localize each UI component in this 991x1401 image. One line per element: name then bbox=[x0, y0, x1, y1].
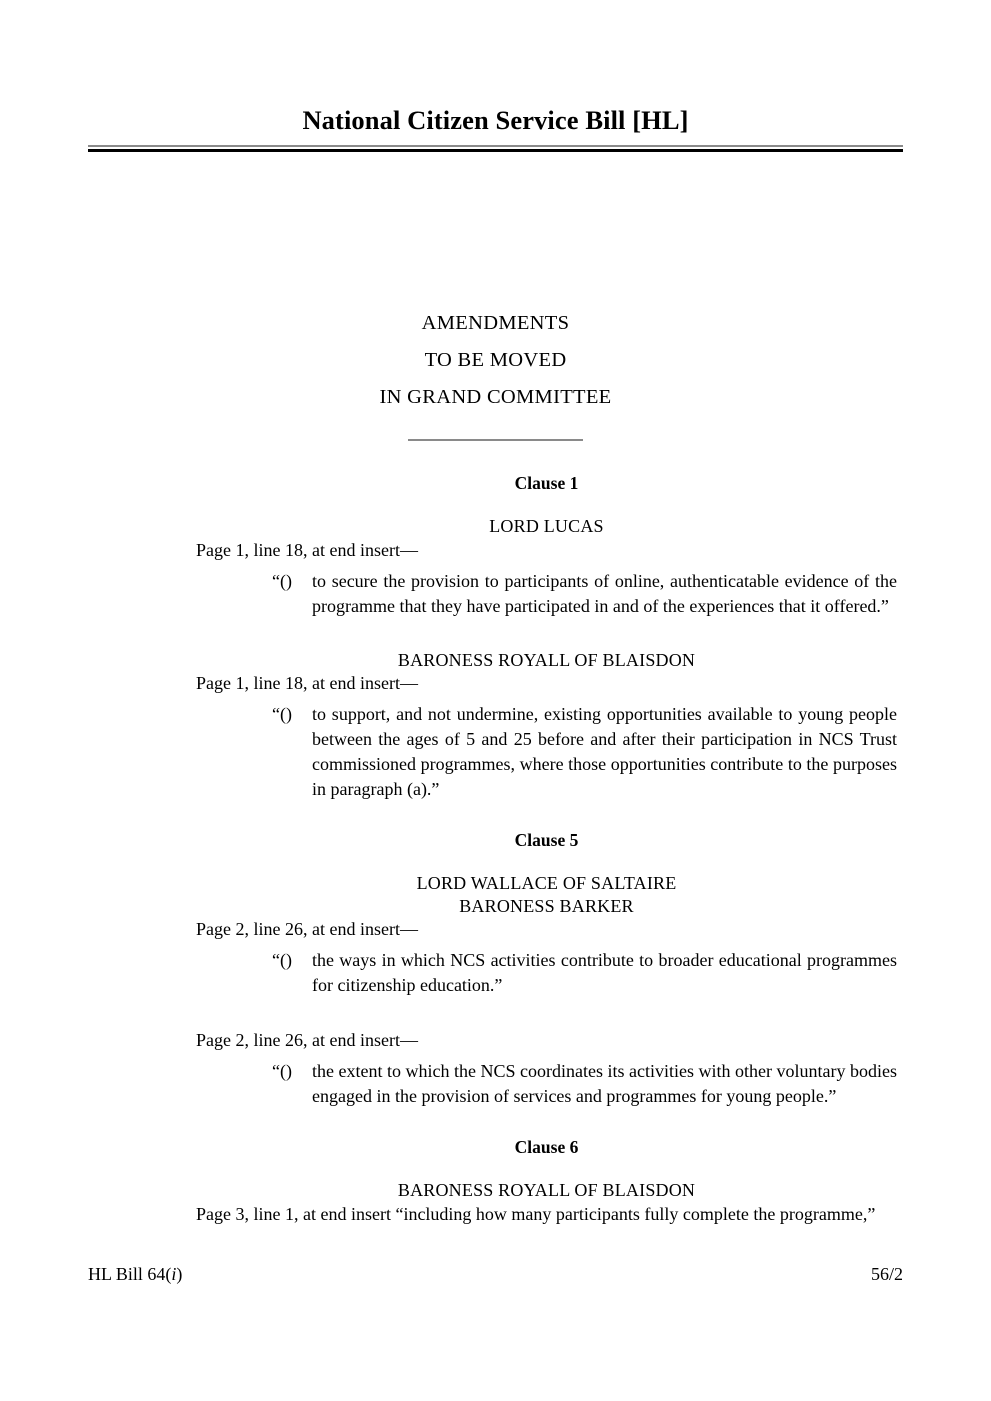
sponsor-name: LORD LUCAS bbox=[489, 516, 604, 536]
amendment-lead-line: Page 1, line 18, at end insert— bbox=[196, 673, 418, 693]
amendment-item bbox=[196, 515, 897, 619]
clause-heading: Clause 5 bbox=[514, 830, 579, 850]
amendment-quote-text: the ways in which NCS activities contribute to broader educational programmes for citizenship education.” bbox=[312, 950, 897, 995]
sponsor-group bbox=[196, 649, 897, 672]
clause-heading: Clause 6 bbox=[514, 1137, 579, 1157]
amendment-lead-line: Page 2, line 26, at end insert— bbox=[196, 1030, 418, 1050]
bill-reference-prefix: HL Bill 64( bbox=[88, 1264, 172, 1284]
amendment-quote-block bbox=[196, 569, 897, 619]
amendment-quote-block bbox=[196, 702, 897, 802]
page-title: National Citizen Service Bill [HL] bbox=[302, 105, 689, 135]
sponsor-group bbox=[196, 872, 897, 917]
sponsor-name: BARONESS ROYALL OF BLAISDON bbox=[397, 649, 696, 670]
amendment-item bbox=[196, 649, 897, 803]
amendments-heading-block bbox=[88, 305, 903, 441]
bill-reference-italic: i bbox=[171, 1264, 177, 1284]
bill-reference bbox=[88, 1262, 182, 1286]
clause-section bbox=[196, 1136, 897, 1227]
page-footer bbox=[88, 1262, 903, 1286]
amendment-quote-marker: “() bbox=[272, 1061, 292, 1081]
sponsor-group bbox=[196, 515, 897, 538]
amendment-lead-line: Page 2, line 26, at end insert— bbox=[196, 919, 418, 939]
amendment-quote-text: to secure the provision to participants of online, authenticatable evidence of the programme that they have participated in and of the experiences that it offered.” bbox=[312, 570, 897, 616]
sponsor-name: BARONESS BARKER bbox=[459, 895, 634, 916]
clause-section bbox=[196, 829, 897, 1109]
amendment-item bbox=[196, 872, 897, 998]
sponsor-name: LORD WALLACE OF SALTAIRE bbox=[416, 873, 677, 893]
amendment-lead-line: Page 3, line 1, at end insert “including how many participants fully complete the programme,” bbox=[196, 1203, 876, 1224]
amendment-item bbox=[196, 1028, 897, 1109]
title-rule-thick bbox=[88, 149, 903, 152]
amendment-item bbox=[196, 1179, 897, 1227]
amendment-quote-marker: “() bbox=[272, 570, 292, 591]
heading-line-amendments: AMENDMENTS bbox=[421, 312, 570, 334]
sponsor-group bbox=[196, 1179, 897, 1202]
amendment-quote-text: to support, and not undermine, existing opportunities available to young people between the ages of 5 and 25 before and after their participation in NCS Trust commissioned programmes, where those opportunities contribute to the purposes in paragraph (a).” bbox=[312, 704, 897, 799]
amendment-quote-marker: “() bbox=[272, 950, 292, 970]
title-double-rule bbox=[88, 145, 903, 152]
page-number: 56/2 bbox=[870, 1264, 903, 1284]
clause-heading: Clause 1 bbox=[514, 473, 579, 493]
heading-divider-rule bbox=[408, 439, 583, 441]
clause-section bbox=[196, 472, 897, 802]
amendment-quote-block bbox=[196, 1059, 897, 1109]
amendment-quote-block bbox=[196, 948, 897, 998]
heading-line-to-be-moved: TO BE MOVED bbox=[424, 349, 567, 371]
amendment-quote-marker: “() bbox=[272, 704, 292, 724]
sponsor-name: BARONESS ROYALL OF BLAISDON bbox=[397, 1180, 696, 1200]
amendments-body bbox=[196, 472, 897, 1227]
bill-reference-suffix: ) bbox=[176, 1264, 183, 1284]
amendment-quote-text: the extent to which the NCS coordinates its activities with other voluntary bodies engaged in the provision of services and programmes for young people.” bbox=[312, 1061, 897, 1106]
amendment-lead-line: Page 1, line 18, at end insert— bbox=[196, 539, 418, 560]
heading-line-in-grand-committee: IN GRAND COMMITTEE bbox=[379, 386, 612, 408]
